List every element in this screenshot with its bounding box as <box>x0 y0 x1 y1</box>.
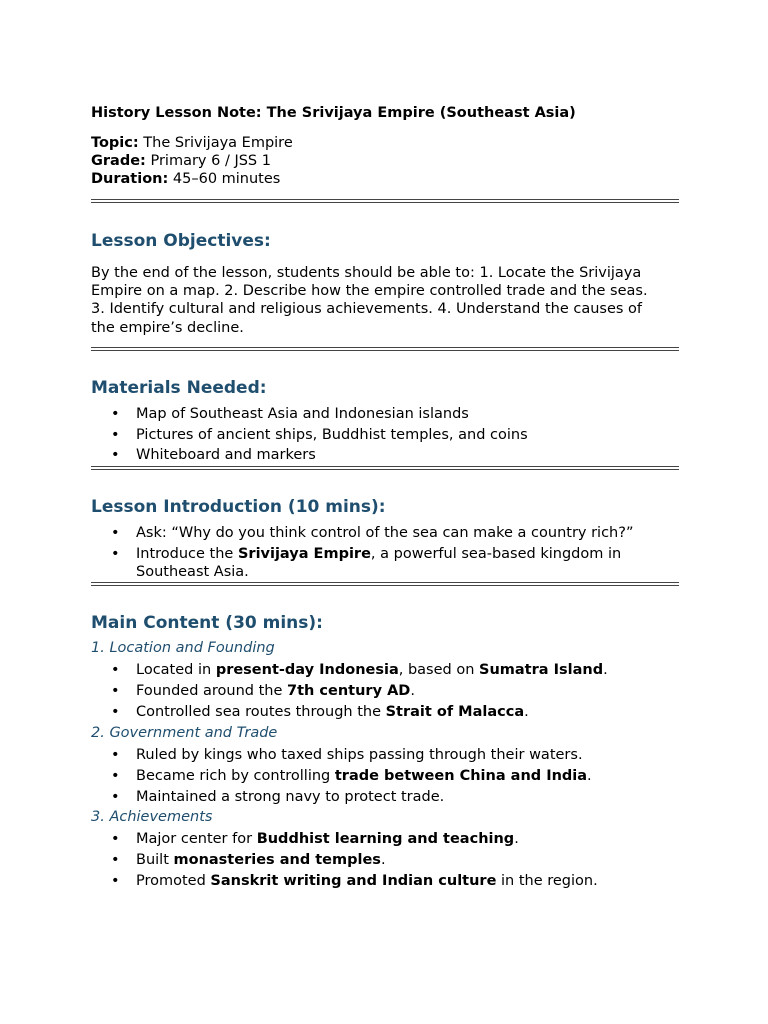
meta-value: Primary 6 / JSS 1 <box>145 153 271 169</box>
text-run: . <box>587 768 592 784</box>
list-item-text <box>136 746 666 764</box>
meta-topic <box>91 134 293 152</box>
text-run: Southeast Asia. <box>136 564 249 581</box>
subsection-title: 3. Achievements <box>91 809 213 825</box>
text-run: Controlled sea routes through the <box>136 704 386 720</box>
meta-grade <box>91 152 271 170</box>
text-run-bold: monasteries and temples <box>173 852 381 868</box>
text-run: Became rich by controlling <box>136 768 335 784</box>
objectives-line: 3. Identify cultural and religious achievements. 4. Understand the causes of <box>91 301 643 318</box>
list-item-text: Pictures of ancient ships, Buddhist temples, and coins <box>136 427 528 443</box>
bullet-icon: • <box>111 768 120 784</box>
main-content-heading: Main Content (30 mins): <box>91 613 323 633</box>
bullet-icon: • <box>111 525 120 541</box>
text-run-bold: present-day Indonesia <box>215 662 399 678</box>
text-run: Maintained a strong navy to protect trade. <box>136 789 445 805</box>
text-run: Built <box>136 852 174 868</box>
bullet-icon: • <box>111 427 120 443</box>
text-run-bold: Sumatra Island <box>479 662 604 678</box>
text-run-bold: Strait of Malacca <box>385 704 525 720</box>
subsection-title: 2. Government and Trade <box>91 725 278 741</box>
text-run: in the region. <box>496 873 598 889</box>
text-run-bold: Sanskrit writing and Indian culture <box>210 873 497 889</box>
list-item-text <box>136 703 666 721</box>
list-item-text <box>136 830 666 848</box>
objectives-heading: Lesson Objectives: <box>91 231 271 251</box>
bullet-icon: • <box>111 789 120 805</box>
list-item-text: Whiteboard and markers <box>136 447 316 463</box>
text-run: Introduce the <box>136 546 238 562</box>
section-divider <box>91 466 679 470</box>
list-item-text <box>136 851 666 869</box>
meta-label: Grade: <box>91 153 146 169</box>
objectives-text <box>91 264 679 337</box>
bullet-icon: • <box>111 831 120 847</box>
list-item-text <box>136 545 666 581</box>
list-item-text <box>136 767 666 785</box>
meta-label: Duration: <box>91 171 169 187</box>
objectives-line: the empire’s decline. <box>91 319 244 336</box>
list-item-text <box>136 661 666 679</box>
list-item-text: Ask: “Why do you think control of the sea can make a country rich?” <box>136 525 634 541</box>
objectives-line: By the end of the lesson, students should be able to: 1. Locate the Srivijaya <box>91 265 642 281</box>
objectives-line: Empire on a map. 2. Describe how the empire controlled trade and the seas. <box>91 283 648 300</box>
bullet-icon: • <box>111 704 120 720</box>
introduction-heading: Lesson Introduction (10 mins): <box>91 497 386 517</box>
bullet-icon: • <box>111 406 120 422</box>
text-run-bold: Srivijaya Empire <box>237 546 371 562</box>
bullet-icon: • <box>111 447 120 463</box>
list-item-text <box>136 682 666 700</box>
list-item-text: Map of Southeast Asia and Indonesian islands <box>136 406 469 422</box>
document-title: History Lesson Note: The Srivijaya Empire (Southeast Asia) <box>91 105 576 121</box>
text-run: . <box>514 831 519 847</box>
bullet-icon: • <box>111 852 120 868</box>
text-run: , based on <box>398 662 480 678</box>
bullet-icon: • <box>111 747 120 763</box>
section-divider <box>91 347 679 351</box>
bullet-icon: • <box>111 683 120 699</box>
text-run-bold: Buddhist learning and teaching <box>256 831 515 847</box>
meta-value: The Srivijaya Empire <box>138 135 293 151</box>
text-run: Ruled by kings who taxed ships passing through their waters. <box>136 747 583 763</box>
text-run: . <box>524 704 529 720</box>
text-run: . <box>380 852 386 868</box>
subsection-title: 1. Location and Founding <box>91 640 275 656</box>
text-run: Located in <box>136 662 216 678</box>
list-item-text <box>136 872 666 890</box>
bullet-icon: • <box>111 662 120 678</box>
text-run: Promoted <box>136 873 211 889</box>
meta-label: Topic: <box>91 135 139 151</box>
text-run-bold: trade between China and India <box>334 768 588 784</box>
text-run: Major center for <box>136 831 257 847</box>
materials-heading: Materials Needed: <box>91 378 267 398</box>
meta-value: 45–60 minutes <box>168 171 281 187</box>
text-run: Founded around the <box>136 683 288 699</box>
text-run: , a powerful sea-based kingdom in <box>370 546 622 562</box>
bullet-icon: • <box>111 546 120 562</box>
section-divider <box>91 582 679 586</box>
section-divider <box>91 199 679 203</box>
text-run: . <box>410 683 415 699</box>
meta-duration <box>91 170 280 188</box>
text-run: . <box>603 662 608 678</box>
text-run-bold: 7th century AD <box>287 683 411 699</box>
bullet-icon: • <box>111 873 120 889</box>
list-item-text <box>136 788 666 806</box>
